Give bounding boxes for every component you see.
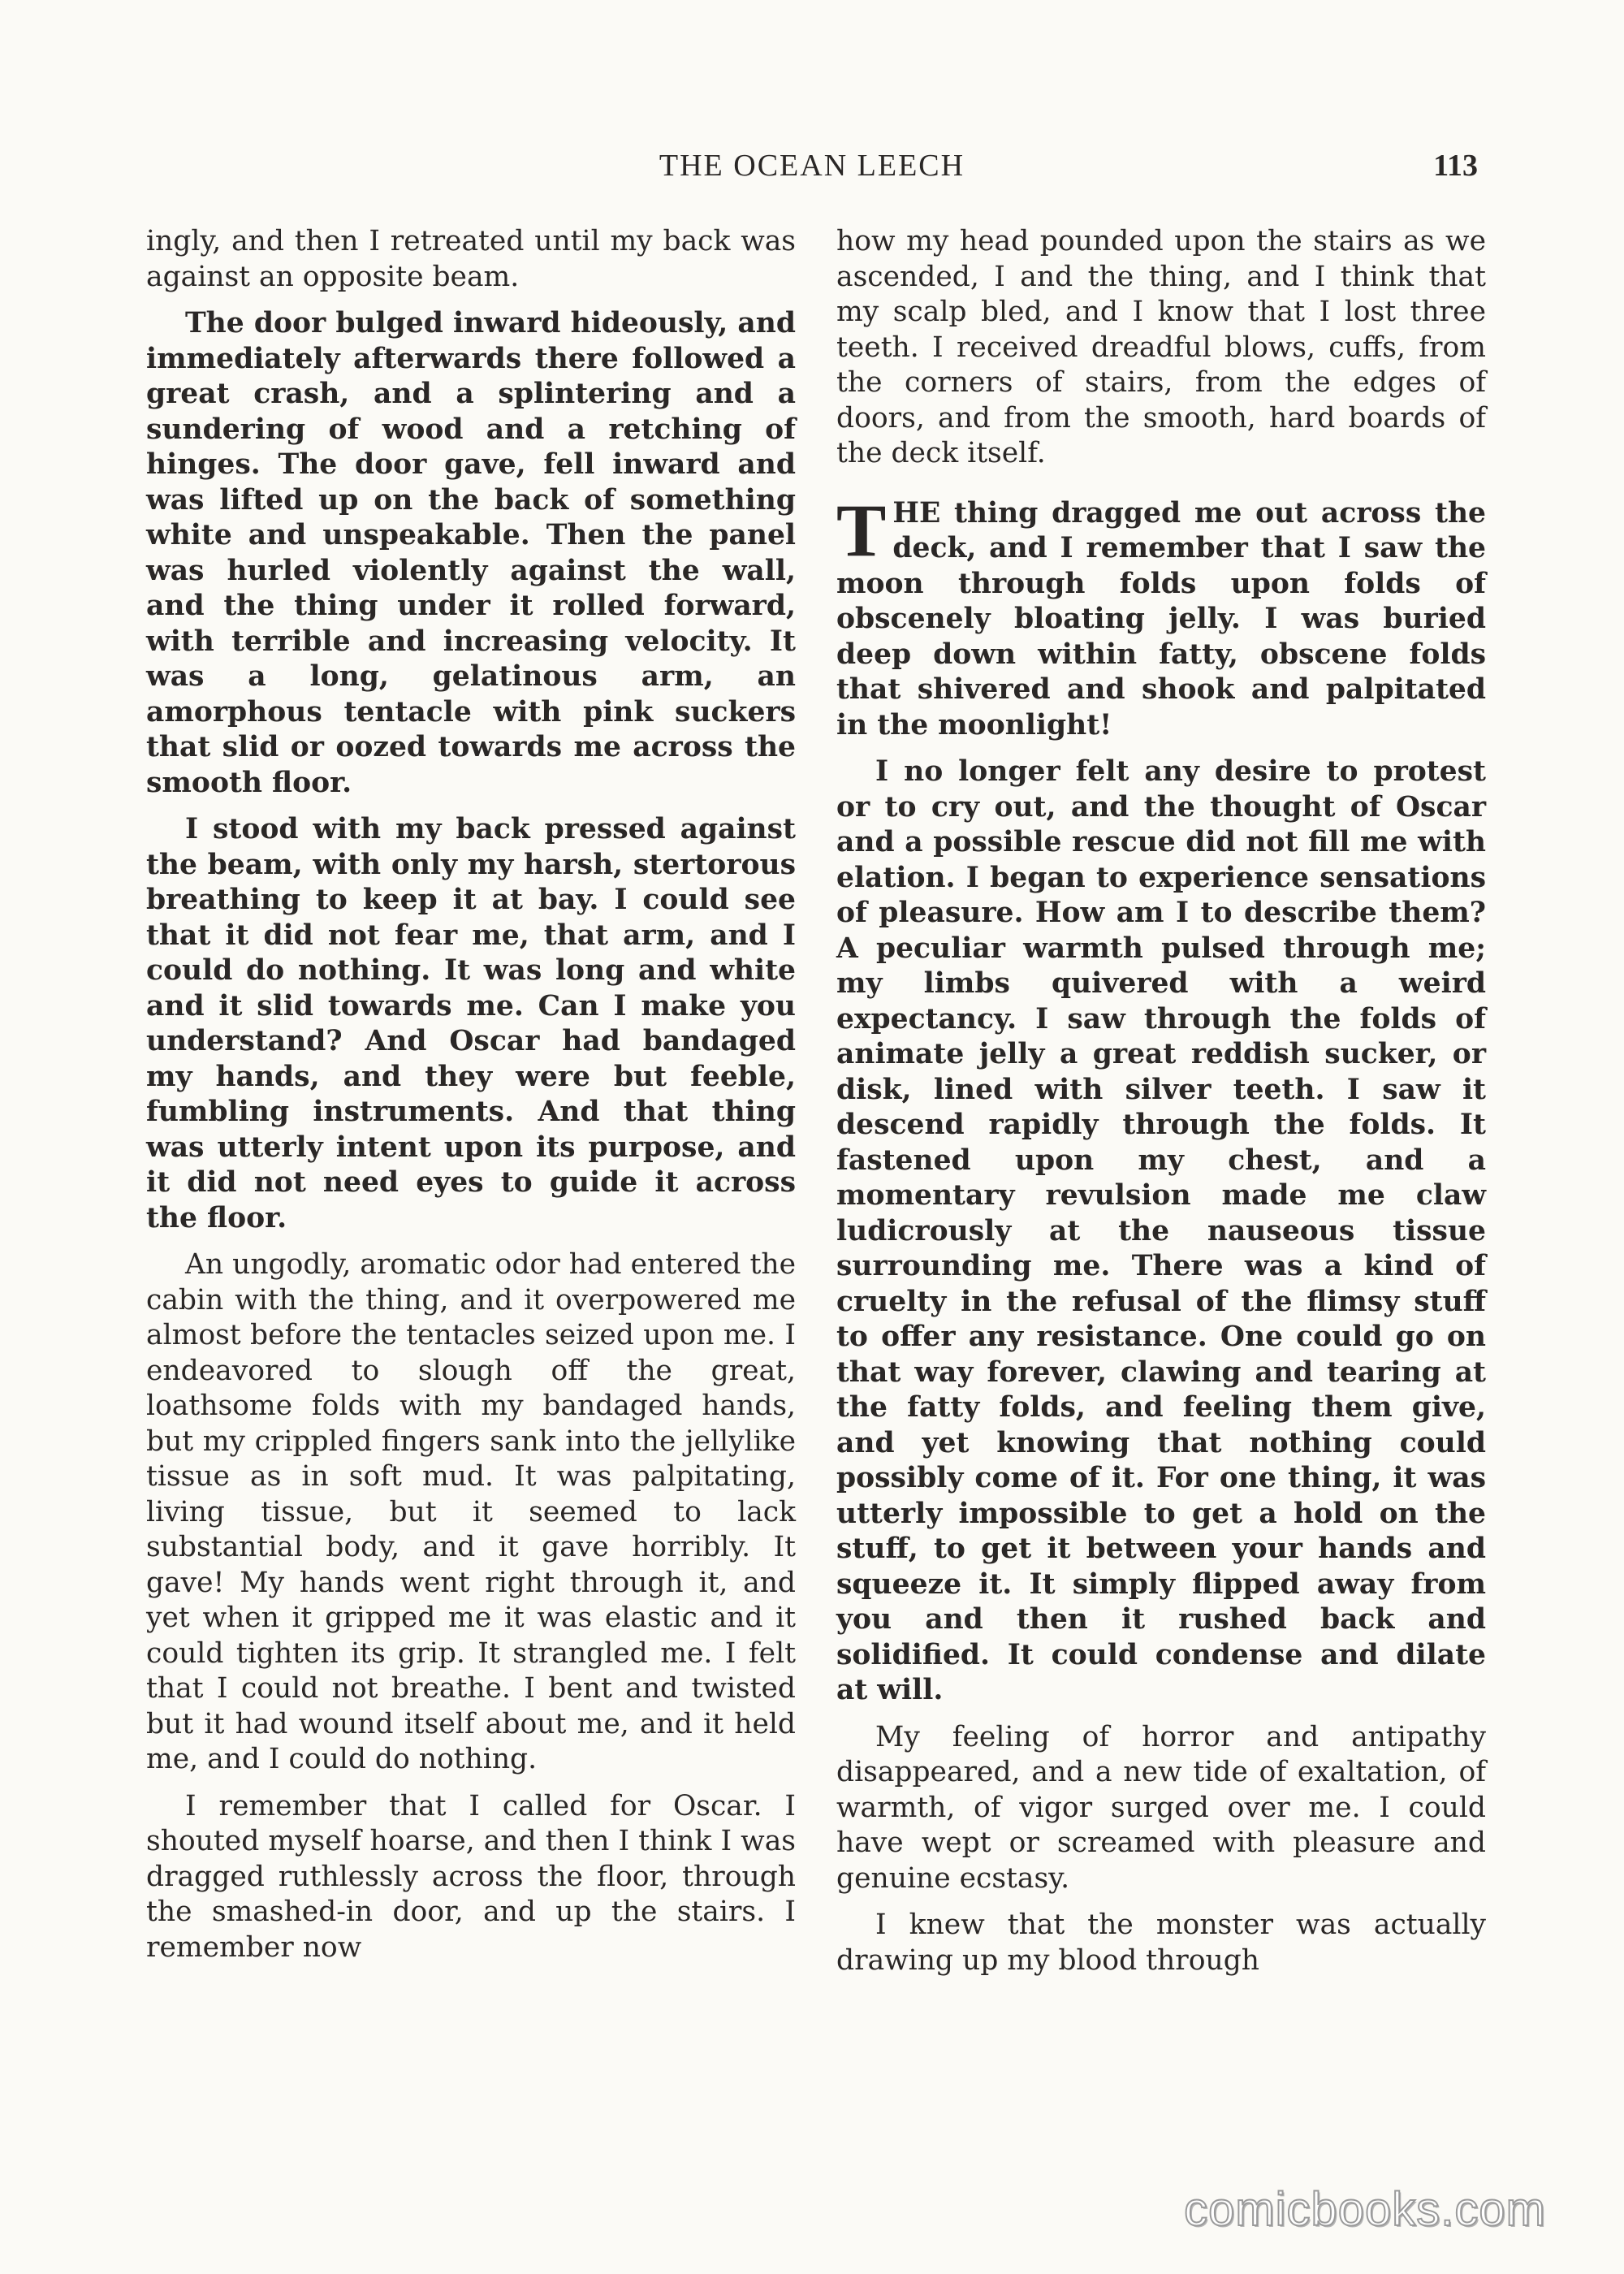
running-header	[146, 143, 1478, 188]
left-column	[146, 224, 796, 1977]
paragraph: An ungodly, aromatic odor had entered the cabin with the thing, and it overpowered me almost before the tentacles seized upon me. I endeavored to slough off the great, loathsome folds with my bandaged hands, but my crippled fingers sank into the jellylike tissue as in soft mud. It was palpitating, living tissue, but it seemed to lack substantial body, and it gave horribly. It gave! My hands went right through it, and yet when it gripped me it was elastic and it could tighten its grip. It strangled me. I felt that I could not breathe. I bent and twisted but it had wound itself about me, and it held me, and I could do nothing.	[146, 1248, 796, 1775]
section-opening-paragraph	[836, 488, 1486, 744]
paragraph-text: HE thing dragged me out across the deck, and I remember that I saw the moon through folds upon folds of obscenely bloating jelly. I was buried deep down within fatty, obscene folds that shivered and shook and palpitated in the moonlight!	[836, 496, 1486, 741]
page-number: 113	[1433, 149, 1478, 183]
paragraph: how my head pounded upon the stairs as we ascended, I and the thing, and I think that my scalp bled, and I know that I lost three teeth. I received dreadful blows, cuffs, from the corners of stairs, from the edges of doors, and from the smooth, hard boards of the deck itself.	[836, 225, 1486, 469]
paragraph: My feeling of horror and antipathy disappeared, and a new tide of exaltation, of warmth, of vigor surged over me. I could have wept or screamed with pleasure and genuine ecstasy.	[836, 1720, 1486, 1895]
story-title: THE OCEAN LEECH	[659, 149, 965, 183]
paragraph: I knew that the monster was actually drawing up my blood through	[836, 1909, 1486, 1977]
paragraph: ingly, and then I retreated until my back was against an opposite beam.	[146, 225, 796, 293]
paragraph: I remember that I called for Oscar. I shouted myself hoarse, and then I think I was dragged ruthlessly across the floor, through the smashed-in door, and up the stairs. I remember now	[146, 1789, 796, 1964]
right-column	[836, 224, 1486, 1990]
drop-cap: T	[836, 488, 887, 572]
paragraph: I no longer felt any desire to protest or to cry out, and the thought of Oscar and a possible rescue did not fill me with elation. I began to experience sensations of pleasure. How am I to describe them? A peculiar warmth pulsed through me; my limbs quivered with a weird expectancy. I saw through the folds of animate jelly a great reddish sucker, or disk, lined with silver teeth. I saw it descend rapidly through the folds. It fastened upon my chest, and a momentary revulsion made me claw ludicrously at the nauseous tissue surrounding me. There was a kind of cruelty in the refusal of the flimsy stuff to offer any resistance. One could go on that way forever, clawing and tearing at the fatty folds, and feeling them give, and yet knowing that nothing could possibly come of it. For one thing, it was utterly impossible to get a hold on the stuff, to get it between your hands and squeeze it. It simply flipped away from you and then it rushed back and solidified. It could condense and dilate at will.	[836, 755, 1486, 1706]
paragraph: The door bulged inward hideously, and immediately afterwards there followed a great crash, and a splintering and a sundering of wood and a retching of hinges. The door gave, fell inward and was lifted up on the back of something white and unspeakable. Then the panel was hurled violently against the wall, and the thing under it rolled forward, with terrible and increasing velocity. It was a long, gelatinous arm, an amorphous tentacle with pink suckers that slid or oozed towards me across the smooth floor.	[146, 307, 796, 799]
site-watermark: comicbooks.com	[1184, 2183, 1546, 2236]
paragraph: I stood with my back pressed against the beam, with only my harsh, stertorous breathing to keep it at bay. I could see that it did not fear me, that arm, and I could do nothing. It was long and white and it slid towards me. Can I make you understand? And Oscar had bandaged my hands, and they were but feeble, fumbling instruments. And that thing was utterly intent upon its purpose, and it did not need eyes to guide it across the floor.	[146, 813, 796, 1234]
